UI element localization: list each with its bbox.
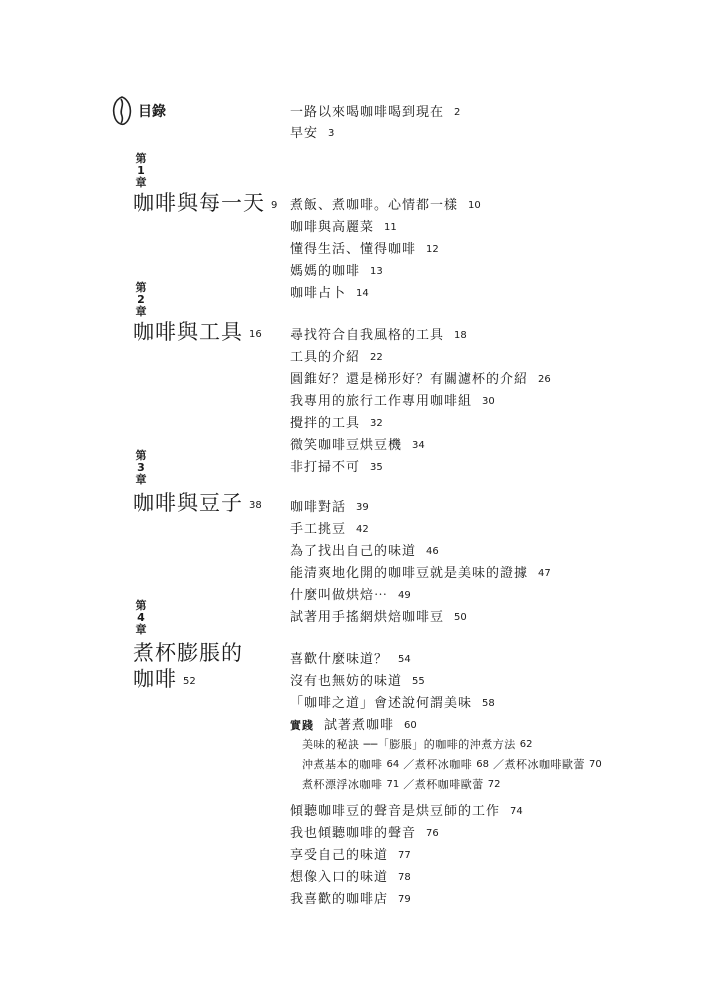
toc-entry[interactable]: 咖啡占卜 14 (290, 286, 369, 301)
toc-sub-entry[interactable]: 沖煮基本的咖啡 64 ／煮杯冰咖啡 68 ／煮杯冰咖啡歐蕾 70 (302, 758, 602, 771)
toc-entry[interactable]: 喜歡什麼味道？ 54 (290, 652, 411, 667)
chapter-2-label: 第 2 章 (135, 281, 147, 318)
toc-entry[interactable]: 沒有也無妨的味道 55 (290, 674, 425, 689)
chapter-3-label: 第 3 章 (135, 449, 147, 486)
toc-entry[interactable]: 能清爽地化開的咖啡豆就是美味的證據 47 (290, 566, 551, 581)
chapter-1-title[interactable]: 咖啡與每一天 9 (133, 191, 278, 215)
chapter-4-title[interactable]: 煮杯膨脹的 咖啡 52 (133, 641, 243, 691)
chapter-4-label: 第 4 章 (135, 599, 147, 636)
toc-entry[interactable]: 非打掃不可 35 (290, 460, 383, 475)
toc-entry[interactable]: 圓錐好？還是梯形好？有關濾杯的介紹 26 (290, 372, 551, 387)
toc-sub-entry[interactable]: 美味的秘訣 ──「膨脹」的咖啡的沖煮方法 62 (302, 738, 533, 751)
toc-entry[interactable]: 試著用手搖網烘焙咖啡豆 50 (290, 610, 467, 625)
toc-entry[interactable]: 我也傾聽咖啡的聲音 76 (290, 826, 439, 841)
toc-entry[interactable]: 我喜歡的咖啡店 79 (290, 892, 411, 907)
toc-entry[interactable]: 一路以來喝咖啡喝到現在 2 (290, 105, 461, 120)
toc-entry[interactable]: 懂得生活、懂得咖啡 12 (290, 242, 439, 257)
toc-sub-entry[interactable]: 煮杯漂浮冰咖啡 71 ／煮杯咖啡歐蕾 72 (302, 778, 501, 791)
chapter-2-title[interactable]: 咖啡與工具 16 (133, 320, 262, 344)
toc-entry[interactable]: 什麼叫做烘焙⋯ 49 (290, 588, 411, 603)
toc-entry[interactable]: 我專用的旅行工作專用咖啡組 30 (290, 394, 495, 409)
toc-entry[interactable]: 為了找出自己的味道 46 (290, 544, 439, 559)
toc-entry[interactable]: 想像入口的味道 78 (290, 870, 411, 885)
toc-entry[interactable]: 工具的介紹 22 (290, 350, 383, 365)
toc-entry[interactable]: 尋找符合自我風格的工具 18 (290, 328, 467, 343)
toc-entry[interactable]: 媽媽的咖啡 13 (290, 264, 383, 279)
toc-entry[interactable]: 「咖啡之道」會述說何謂美味 58 (290, 696, 495, 711)
toc-entry[interactable]: 傾聽咖啡豆的聲音是烘豆師的工作 74 (290, 804, 523, 819)
toc-entry[interactable]: 早安 3 (290, 126, 335, 141)
toc-entry[interactable]: 手工挑豆 42 (290, 522, 369, 537)
toc-entry[interactable]: 享受自己的味道 77 (290, 848, 411, 863)
toc-entry-practice[interactable]: 實踐 試著煮咖啡 60 (290, 718, 417, 733)
toc-entry[interactable]: 煮飯、煮咖啡。心情都一樣 10 (290, 198, 481, 213)
toc-entry[interactable]: 微笑咖啡豆烘豆機 34 (290, 438, 425, 453)
toc-entry[interactable]: 咖啡與高麗菜 11 (290, 220, 397, 235)
coffee-bean-logo-icon (111, 96, 133, 126)
toc-title: 目錄 (138, 104, 166, 120)
toc-entry[interactable]: 攪拌的工具 32 (290, 416, 383, 431)
chapter-1-label: 第 1 章 (135, 152, 147, 189)
chapter-3-title[interactable]: 咖啡與豆子 38 (133, 491, 262, 515)
toc-entry[interactable]: 咖啡對話 39 (290, 500, 369, 515)
